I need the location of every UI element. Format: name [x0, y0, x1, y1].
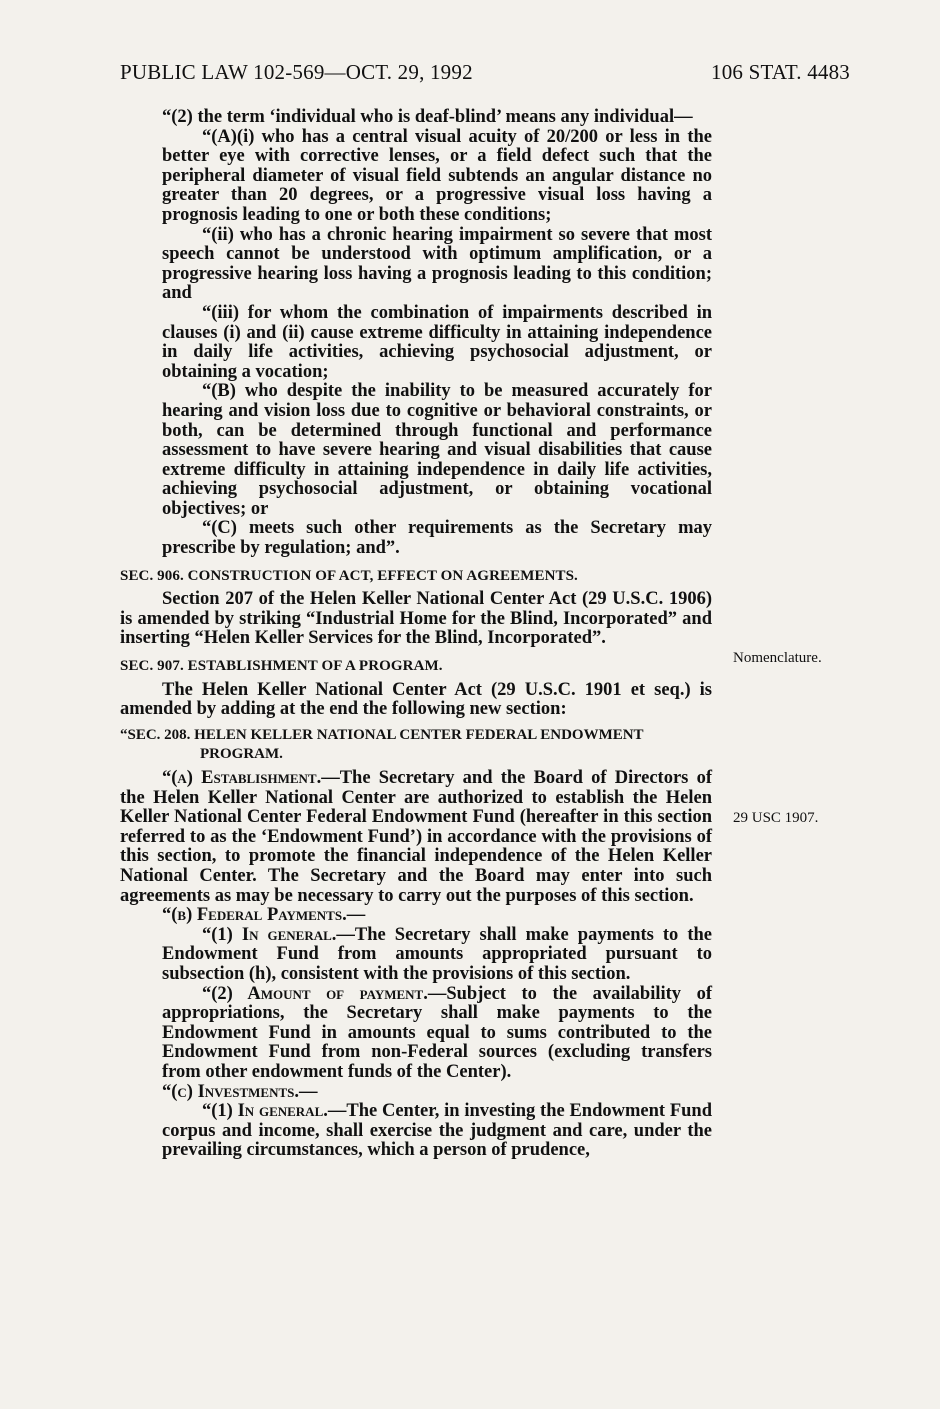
paragraph-clause-a-i: “(A)(i) who has a central visual acuity of 20/200 or less in the better eye with corrective lenses, or a field defect such that the peripheral diameter of visual field subtends an angular distance no greater than 20 degrees, or a progressive visual loss having a prognosis leading to one or both these conditions;	[162, 126, 712, 225]
body-text	[120, 108, 712, 1161]
section-heading-906: SEC. 906. CONSTRUCTION OF ACT, EFFECT ON AGREEMENTS.	[120, 567, 578, 584]
subsection-b-heading: “(b) Federal Payments.—	[162, 905, 366, 926]
subsection-c-heading: “(c) Investments.—	[162, 1081, 318, 1102]
paragraph-subsection-c1	[120, 1102, 712, 1161]
subsection-b1-text: The Secretary shall make payments to the Endowment Fund from amounts appropriated pursuant to subsection (h), consistent with the provisions of this section.	[162, 924, 712, 984]
page-header	[120, 60, 850, 85]
paragraph-subsection-a	[120, 769, 712, 906]
paragraph-clause-iii: “(iii) for whom the combination of impairments described in clauses (i) and (ii) cause extreme difficulty in attaining independence in daily life activities, achieving psychosocial adjustment, or obtaining a vocation;	[162, 302, 712, 382]
paragraph-subsection-b	[120, 906, 712, 926]
subsection-b2-heading: “(2) Amount of payment.—	[202, 983, 447, 1004]
subsection-a-text: The Secretary and the Board of Directors of the Helen Keller National Center are authorized to establish the Helen Keller National Center Federal Endowment Fund (hereafter in this section referred to as the ‘Endowment Fund’) in accordance with the provisions of this section, to promote the financial independence of the Helen Keller National Center. The Secretary and the Board may enter into such agreements as may be necessary to carry out the purposes of this section.	[120, 768, 713, 906]
subsection-c1-heading: “(1) In general.—	[202, 1101, 347, 1122]
margin-note-nomenclature: Nomenclature.	[733, 650, 822, 666]
paragraph-definition-deaf-blind: “(2) the term ‘individual who is deaf-blind’ means any individual—	[162, 107, 693, 127]
section-heading-907: SEC. 907. ESTABLISHMENT OF A PROGRAM.	[120, 658, 443, 675]
paragraph-section-907: The Helen Keller National Center Act (29 U.S.C. 1901 et seq.) is amended by adding at the end the following new section:	[120, 679, 712, 720]
subsection-b2-text: Subject to the availability of appropriations, the Secretary shall make payments to the Endowment Fund in amounts equal to sums contributed to the Endowment Fund from non-Federal sources (excluding transfers from other endowment funds of the Center).	[162, 983, 712, 1082]
paragraph-clause-ii: “(ii) who has a chronic hearing impairment so severe that most speech cannot be understood with optimum amplification, or a progressive hearing loss having a prognosis leading to this condition; and	[162, 224, 712, 304]
paragraph-subsection-b2	[120, 985, 712, 1083]
paragraph-subsection-b1	[120, 926, 712, 985]
subsection-b1-heading: “(1) In general.—	[202, 924, 355, 945]
paragraph-section-906: Section 207 of the Helen Keller National Center Act (29 U.S.C. 1906) is amended by striking “Industrial Home for the Blind, Incorporated” and inserting “Helen Keller Services for the Blind, Incorporated”.	[120, 589, 712, 649]
paragraph-clause-b: “(B) who despite the inability to be measured accurately for hearing and vision loss due to cognitive or behavioral constraints, or both, can be determined through functional and performance assessment to have severe hearing and visual disabilities that cause extreme difficulty in attaining independence in daily life activities, achieving psychosocial adjustment, or obtaining vocational objectives; or	[162, 381, 712, 519]
paragraph-clause-c: “(C) meets such other requirements as the Secretary may prescribe by regulation; and”.	[162, 518, 712, 559]
margin-note-usc-citation: 29 USC 1907.	[733, 810, 819, 826]
header-citation: PUBLIC LAW 102-569—OCT. 29, 1992	[120, 60, 473, 84]
section-heading-208: “SEC. 208. HELEN KELLER NATIONAL CENTER FEDERAL ENDOWMENT PROGRAM.	[120, 726, 644, 763]
header-page-number: 106 STAT. 4483	[711, 60, 850, 84]
subsection-c1-text: The Center, in investing the Endowment Fund corpus and income, shall exercise the judgment and care, under the prevailing circumstances, which a person of prudence,	[162, 1101, 712, 1161]
paragraph-subsection-c	[120, 1083, 712, 1103]
subsection-a-heading: “(a) Establishment.—	[162, 768, 340, 788]
